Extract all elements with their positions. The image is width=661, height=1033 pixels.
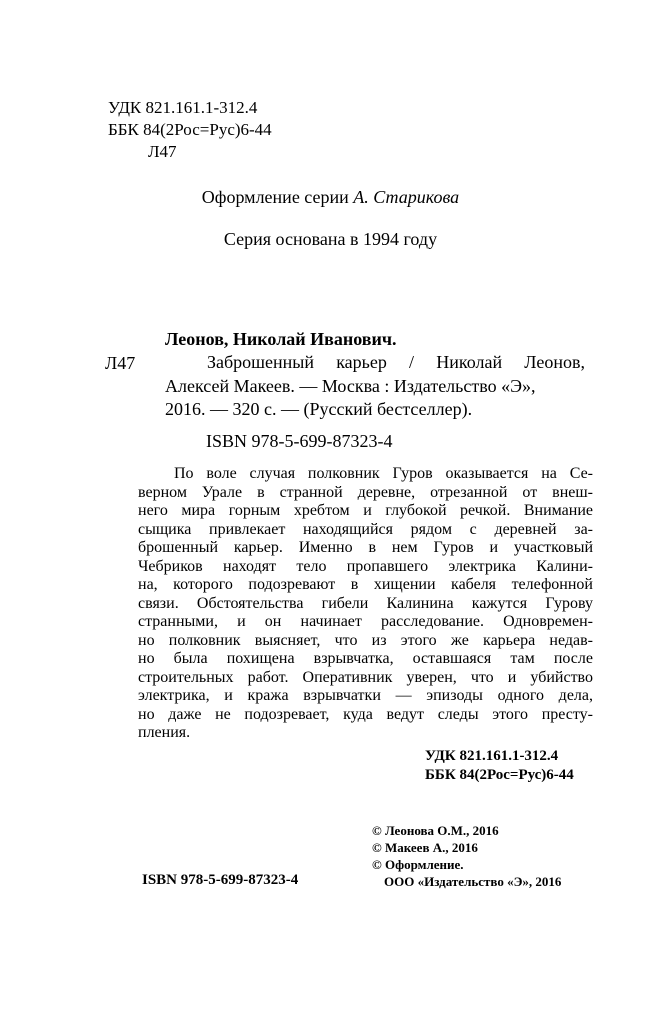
- series-design-label: Оформление серии: [201, 187, 349, 207]
- annotation-line: но полковник выясняет, что из этого же карьера недав-: [138, 631, 593, 649]
- series-designer-name: А. Старикова: [353, 187, 460, 207]
- annotation-line: Чебриков находят тело пропавшего электрика Калини-: [138, 557, 593, 575]
- catalog-entry-author-mark: Л47: [105, 353, 136, 373]
- annotation-line: странными, и он начинает расследование. Одновремен-: [138, 613, 593, 630]
- annotation-line: связи. Обстоятельства гибели Калинина кажутся Гурову: [138, 594, 593, 612]
- series-founded-note: Серия основана в 1994 году: [223, 229, 438, 249]
- catalog-entry-line: Алексей Макеев. — Москва : Издательство «Э»,: [165, 375, 536, 396]
- annotation-line: него мира горным хребтом и глубокой речкой. Внимание: [138, 502, 593, 519]
- series-design-credit: [0, 187, 661, 208]
- annotation-line: верном Урале в странной деревне, отрезанной от внеш-: [138, 483, 593, 501]
- udk-code: УДК 821.161.1-312.4: [108, 98, 258, 117]
- copyright-makeev: © Макеев А., 2016: [372, 840, 478, 855]
- annotation-line: но даже не подозревает, куда ведут следы этого престу-: [138, 705, 593, 723]
- copyright-publisher: ООО «Издательство «Э», 2016: [384, 874, 562, 889]
- bottom-udk-code: УДК 821.161.1-312.4: [425, 748, 559, 764]
- catalog-entry-heading: Леонов, Николай Иванович.: [165, 329, 397, 349]
- annotation-line: По воле случая полковник Гуров оказывается на Се-: [174, 465, 593, 482]
- annotation-line: сыщика привлекает находящийся рядом с деревней за-: [138, 520, 593, 538]
- copyright-design: © Оформление.: [372, 857, 464, 872]
- catalog-entry-line: 2016. — 320 с. — (Русский бестселлер).: [165, 399, 473, 419]
- annotation-line: строительных работ. Оперативник уверен, что и убийство: [138, 668, 593, 686]
- annotation-line: электрика, и кража взрывчатки — эпизоды одного дела,: [138, 687, 593, 704]
- author-mark: Л47: [148, 142, 177, 161]
- copyright-leonova: © Леонова О.М., 2016: [372, 823, 499, 838]
- catalog-entry-line: Заброшенный карьер / Николай Леонов,: [207, 352, 585, 372]
- bottom-bbk-code: ББК 84(2Рос=Рус)6-44: [425, 767, 574, 783]
- annotation-text: [138, 465, 593, 743]
- annotation-line: на, которого подозревают в хищении кабеля телефонной: [138, 576, 593, 593]
- annotation-line: пления.: [138, 724, 191, 741]
- annotation-line: но была похищена взрывчатка, оставшаяся там после: [138, 650, 593, 667]
- catalog-entry-isbn: ISBN 978-5-699-87323-4: [206, 431, 393, 451]
- catalog-entry-description: [165, 351, 585, 422]
- bottom-isbn: ISBN 978-5-699-87323-4: [142, 872, 299, 888]
- bbk-code: ББК 84(2Рос=Рус)6-44: [108, 120, 272, 139]
- annotation-line: брошенный карьер. Именно в нем Гуров и участковый: [138, 539, 593, 556]
